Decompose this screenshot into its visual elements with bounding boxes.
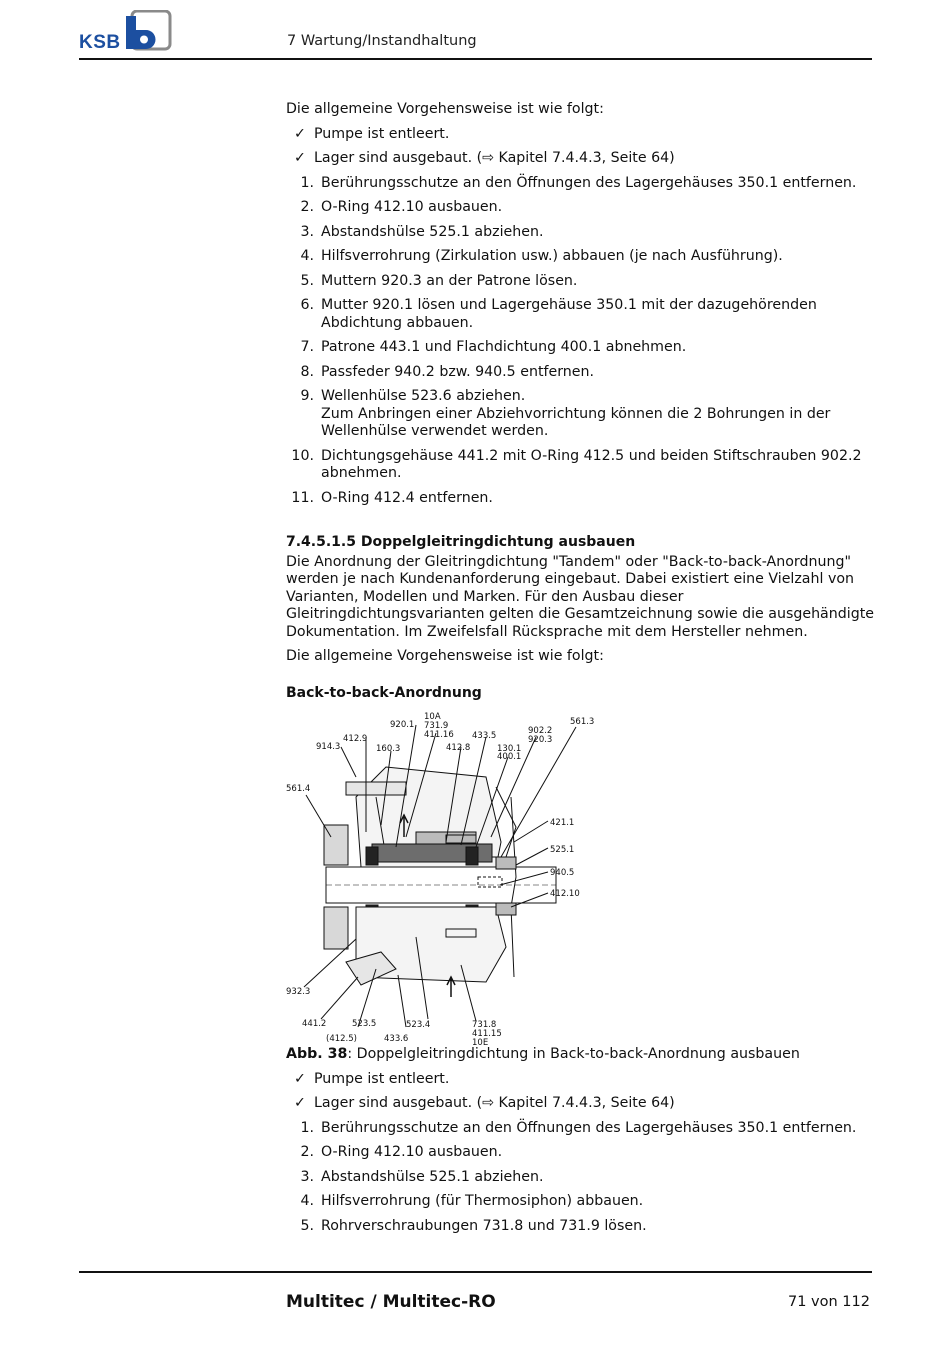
label-920-3: 920.3 bbox=[528, 735, 553, 745]
list-item: 10. Dichtungsgehäuse 441.2 mit O-Ring 412.5 und beiden Stiftschrauben 902.2 abnehmen. bbox=[291, 447, 862, 481]
list-item: 3. Abstandshülse 525.1 abziehen. bbox=[300, 223, 544, 240]
ksb-logo bbox=[79, 10, 174, 52]
label-940-5: 940.5 bbox=[550, 868, 575, 878]
label-731-8: 731.8 bbox=[472, 1020, 497, 1030]
footer-title: Multitec / Multitec-RO bbox=[286, 1292, 496, 1312]
label-400-1: 400.1 bbox=[497, 752, 522, 762]
list-item: ✓ Lager sind ausgebaut. (⇨ Kapitel 7.4.4.3, Seite 64) bbox=[294, 150, 675, 166]
page-number: 71 von 112 bbox=[788, 1294, 870, 1310]
checklist-1 bbox=[286, 126, 876, 168]
figure-heading: Back-to-back-Anordnung bbox=[286, 684, 482, 701]
list-item: 11. O-Ring 412.4 entfernen. bbox=[291, 489, 493, 506]
label-130-1: 130.1 bbox=[497, 744, 522, 754]
intro-text: Die allgemeine Vorgehensweise ist wie folgt: bbox=[286, 101, 604, 117]
list-item: 5. Rohrverschraubungen 731.8 und 731.9 lösen. bbox=[300, 1217, 647, 1234]
label-731-9: 731.9 bbox=[424, 721, 449, 731]
list-item: 9. Wellenhülse 523.6 abziehen. Zum Anbringen einer Abziehvorrichtung können die 2 Bohrungen in der Wellenhülse verwendet werden. bbox=[300, 388, 831, 439]
header-rule bbox=[79, 58, 872, 60]
steps-list-2 bbox=[286, 1120, 876, 1236]
section-heading: 7.4.5.1.5 Doppelgleitringdichtung ausbauen bbox=[286, 534, 636, 550]
list-item: 5. Muttern 920.3 an der Patrone lösen. bbox=[300, 272, 578, 289]
figure-caption bbox=[286, 1046, 876, 1064]
label-914-3: 914.3 bbox=[316, 742, 341, 752]
list-item: ✓ Pumpe ist entleert. bbox=[294, 1070, 450, 1087]
seal-drawing-svg bbox=[286, 707, 606, 1047]
list-item: 1. Berührungsschutze an den Öffnungen des Lagergehäuses 350.1 entfernen. bbox=[300, 174, 857, 191]
list-item: 2. O-Ring 412.10 ausbauen. bbox=[300, 199, 503, 215]
figure-caption-text: : Doppelgleitringdichtung in Back-to-back-Anordnung ausbauen bbox=[347, 1046, 800, 1062]
list-item: 2. O-Ring 412.10 ausbauen. bbox=[300, 1144, 503, 1160]
label-411-15: 411.15 bbox=[472, 1029, 502, 1039]
label-433-6: 433.6 bbox=[384, 1034, 409, 1044]
steps-list-1 bbox=[286, 175, 876, 508]
label-561-4: 561.4 bbox=[286, 784, 311, 794]
label-160-3: 160.3 bbox=[376, 744, 401, 754]
label-561-3: 561.3 bbox=[570, 717, 595, 727]
checklist-2 bbox=[286, 1071, 876, 1113]
label-523-5: 523.5 bbox=[352, 1019, 377, 1029]
check-icon: ✓ bbox=[294, 150, 306, 166]
list-item: ✓ Pumpe ist entleert. bbox=[294, 125, 450, 142]
label-920-1: 920.1 bbox=[390, 720, 415, 730]
label-525-1: 525.1 bbox=[550, 845, 575, 855]
list-item: ✓ Lager sind ausgebaut. (⇨ Kapitel 7.4.4.3, Seite 64) bbox=[294, 1095, 675, 1111]
list-item: 8. Passfeder 940.2 bzw. 940.5 entfernen. bbox=[300, 363, 595, 380]
label-10E: 10E bbox=[472, 1038, 489, 1047]
label-421-1: 421.1 bbox=[550, 818, 575, 828]
logo-mark-icon bbox=[126, 10, 174, 52]
list-item: 1. Berührungsschutze an den Öffnungen des Lagergehäuses 350.1 entfernen. bbox=[300, 1119, 857, 1136]
label-412-10: 412.10 bbox=[550, 889, 580, 899]
label-412-5: (412.5) bbox=[326, 1034, 357, 1044]
list-item: 4. Hilfsverrohrung (Zirkulation usw.) abbauen (je nach Ausführung). bbox=[300, 248, 783, 264]
list-item: 6. Mutter 920.1 lösen und Lagergehäuse 350.1 mit der dazugehörenden Abdichtung abbauen. bbox=[300, 297, 817, 331]
check-icon: ✓ bbox=[294, 1070, 306, 1087]
label-433-5: 433.5 bbox=[472, 731, 497, 741]
label-441-2: 441.2 bbox=[302, 1019, 327, 1029]
label-412-8: 412.8 bbox=[446, 743, 471, 753]
lower-content bbox=[286, 1046, 876, 1242]
check-icon: ✓ bbox=[294, 125, 306, 142]
label-412-9: 412.9 bbox=[343, 734, 368, 744]
figure-caption-label: Abb. 38 bbox=[286, 1046, 348, 1062]
check-icon: ✓ bbox=[294, 1095, 306, 1111]
footer-rule bbox=[79, 1271, 872, 1273]
list-item: 3. Abstandshülse 525.1 abziehen. bbox=[300, 1168, 544, 1185]
label-10A: 10A bbox=[424, 712, 441, 722]
label-902-2: 902.2 bbox=[528, 726, 553, 736]
label-523-4: 523.4 bbox=[406, 1020, 431, 1030]
chapter-title: 7 Wartung/Instandhaltung bbox=[287, 33, 477, 49]
main-content bbox=[286, 101, 876, 704]
list-item: 4. Hilfsverrohrung (für Thermosiphon) abbauen. bbox=[300, 1193, 644, 1209]
logo-text: KSB bbox=[79, 32, 121, 53]
label-411-16: 411.16 bbox=[424, 730, 454, 740]
section-intro: Die allgemeine Vorgehensweise ist wie folgt: bbox=[286, 648, 604, 664]
list-item: 7. Patrone 443.1 und Flachdichtung 400.1 abnehmen. bbox=[300, 339, 687, 355]
section-body: Die Anordnung der Gleitringdichtung "Tandem" oder "Back-to-back-Anordnung" werden je nach Kundenanforderung eingebaut. Dabei existiert eine Vielzahl von Varianten, Modellen und Marken. Für den Ausbau dieser Gleitringdichtungsvarianten gelten die Gesamtzeichnung sowie die ausgehändigte Dokumentation. Im Zweifelsfall Rücksprache mit dem Hersteller nehmen. bbox=[286, 553, 874, 640]
seal-drawing bbox=[286, 707, 606, 1047]
label-932-3: 932.3 bbox=[286, 987, 311, 997]
